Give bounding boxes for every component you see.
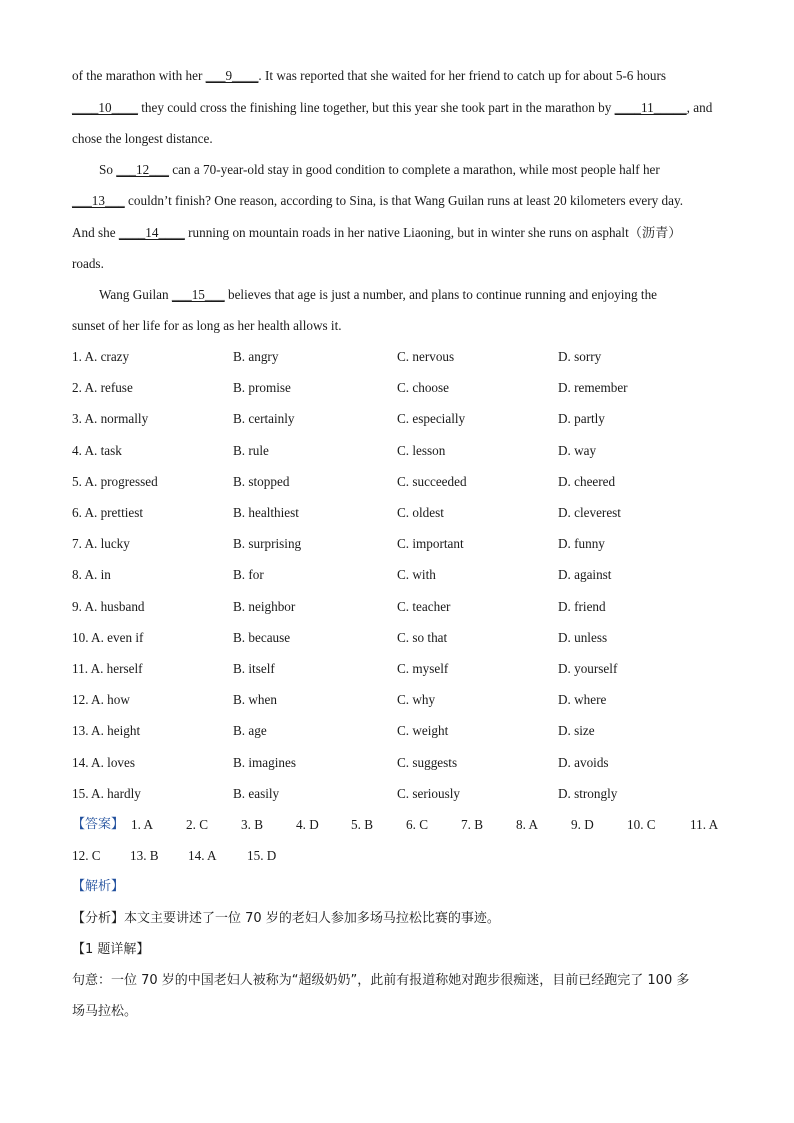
option-d: D. yourself: [558, 661, 618, 676]
option-b: B. when: [233, 692, 277, 707]
passage-text: sunset of her life for as long as her health allows it.: [72, 318, 342, 333]
blank-13: ___13___: [72, 193, 125, 208]
option-c: C. nervous: [397, 349, 455, 364]
summary-text: 本文主要讲述了一位 70 岁的老妇人参加多场马拉松比赛的事迹。: [124, 911, 500, 926]
answer-item: 5. B: [351, 817, 373, 832]
option-a: 7. A. lucky: [72, 536, 130, 551]
blank-11: ____11_____: [614, 100, 687, 115]
option-b: B. age: [233, 723, 267, 738]
option-b: B. angry: [233, 349, 279, 364]
passage-line: [72, 131, 213, 147]
option-c: C. lesson: [397, 443, 446, 458]
answer-item: 14. A: [188, 848, 217, 863]
passage-text: of the marathon with her: [72, 68, 206, 83]
passage-line: [72, 193, 683, 209]
passage-line: [72, 256, 104, 272]
option-b: B. easily: [233, 786, 280, 801]
passage-text: So: [99, 162, 117, 177]
option-a: 13. A. height: [72, 723, 141, 738]
answer-item: 15. D: [247, 848, 277, 863]
analysis-tag: 【解析】: [72, 879, 125, 894]
blank-10: ____10____: [72, 100, 138, 115]
option-d: D. cleverest: [558, 505, 621, 520]
option-b: B. neighbor: [233, 599, 296, 614]
option-d: D. unless: [558, 630, 608, 645]
passage-line: [72, 100, 712, 116]
answer-item: 6. C: [406, 817, 428, 832]
passage-line: [72, 225, 681, 241]
option-a: 12. A. how: [72, 692, 130, 707]
answer-item: 4. D: [296, 817, 319, 832]
option-b: B. healthiest: [233, 505, 299, 520]
blank-12: ___12___: [116, 162, 169, 177]
passage-text: they could cross the finishing line together, but this year she took part in the marathon by: [137, 100, 615, 115]
option-d: D. strongly: [558, 786, 618, 801]
option-a: 4. A. task: [72, 443, 122, 458]
option-a: 15. A. hardly: [72, 786, 141, 801]
summary-tag: 【分析】: [72, 911, 125, 926]
option-d: D. cheered: [558, 474, 616, 489]
option-c: C. important: [397, 536, 464, 551]
answer-item: 7. B: [461, 817, 483, 832]
answer-item: 3. B: [241, 817, 263, 832]
option-d: D. where: [558, 692, 607, 707]
passage-text: couldn’t finish? One reason, according to Sina, is that Wang Guilan runs at least 20 kilometers every day.: [124, 193, 684, 208]
option-a: 5. A. progressed: [72, 474, 158, 489]
passage-line: [99, 287, 657, 303]
blank-9: ___9____: [205, 68, 259, 83]
option-c: C. oldest: [397, 505, 444, 520]
passage-text: roads.: [72, 256, 104, 271]
detail-text: 场马拉松。: [72, 1004, 138, 1019]
passage-text: chose the longest distance.: [72, 131, 213, 146]
option-d: D. friend: [558, 599, 606, 614]
option-c: C. with: [397, 567, 436, 582]
passage-text: believes that age is just a number, and plans to continue running and enjoying the: [224, 287, 658, 302]
option-c: C. especially: [397, 411, 466, 426]
answer-item: 13. B: [130, 848, 159, 863]
blank-15: ___15___: [171, 287, 225, 302]
answer-item: 11. A: [690, 817, 719, 832]
option-b: B. because: [233, 630, 291, 645]
answer-item: 9. D: [571, 817, 594, 832]
option-b: B. certainly: [233, 411, 295, 426]
option-c: C. myself: [397, 661, 449, 676]
option-a: 3. A. normally: [72, 411, 149, 426]
option-c: C. choose: [397, 380, 450, 395]
option-b: B. imagines: [233, 755, 297, 770]
option-a: 10. A. even if: [72, 630, 144, 645]
passage-text: . It was reported that she waited for her friend to catch up for about 5-6 hours: [258, 68, 666, 83]
option-b: B. rule: [233, 443, 269, 458]
option-a: 14. A. loves: [72, 755, 136, 770]
option-d: D. remember: [558, 380, 628, 395]
passage-line: [72, 68, 666, 84]
option-d: D. size: [558, 723, 595, 738]
passage-text: running on mountain roads in her native Liaoning, but in winter she runs on asphalt（沥青）: [184, 225, 682, 240]
answer-item: 1. A: [131, 817, 153, 832]
option-c: C. seriously: [397, 786, 461, 801]
option-a: 6. A. prettiest: [72, 505, 144, 520]
detail-text: 句意：一位 70 岁的中国老妇人被称为“超级奶奶”，此前有报道称她对跑步很痴迷，目前已经跑完了 100 多: [72, 973, 690, 988]
option-b: B. promise: [233, 380, 291, 395]
option-a: 2. A. refuse: [72, 380, 133, 395]
option-a: 8. A. in: [72, 567, 111, 582]
passage-text: And she: [72, 225, 119, 240]
option-d: D. funny: [558, 536, 605, 551]
detail-tag: 【1 题详解】: [72, 942, 150, 957]
option-c: C. teacher: [397, 599, 451, 614]
answer-item: 10. C: [627, 817, 656, 832]
option-d: D. against: [558, 567, 612, 582]
option-b: B. itself: [233, 661, 275, 676]
option-b: B. surprising: [233, 536, 302, 551]
option-d: D. sorry: [558, 349, 602, 364]
answer-item: 8. A: [516, 817, 538, 832]
option-b: B. stopped: [233, 474, 290, 489]
answer-item: 2. C: [186, 817, 208, 832]
passage-text: can a 70-year-old stay in good condition to complete a marathon, while most people half her: [168, 162, 660, 177]
summary-line: [72, 911, 500, 927]
option-a: 11. A. herself: [72, 661, 143, 676]
passage-line: [99, 162, 660, 178]
passage-text: Wang Guilan: [99, 287, 172, 302]
option-c: C. why: [397, 692, 436, 707]
option-a: 9. A. husband: [72, 599, 145, 614]
option-c: C. so that: [397, 630, 448, 645]
option-d: D. way: [558, 443, 597, 458]
option-a: 1. A. crazy: [72, 349, 130, 364]
option-c: C. suggests: [397, 755, 458, 770]
option-d: D. avoids: [558, 755, 609, 770]
passage-text: , and: [686, 100, 713, 115]
passage-line: [72, 318, 342, 334]
option-b: B. for: [233, 567, 264, 582]
option-c: C. succeeded: [397, 474, 467, 489]
blank-14: ____14____: [118, 225, 185, 240]
answer-tag: 【答案】: [72, 817, 125, 832]
answer-item: 12. C: [72, 848, 101, 863]
option-c: C. weight: [397, 723, 449, 738]
option-d: D. partly: [558, 411, 605, 426]
